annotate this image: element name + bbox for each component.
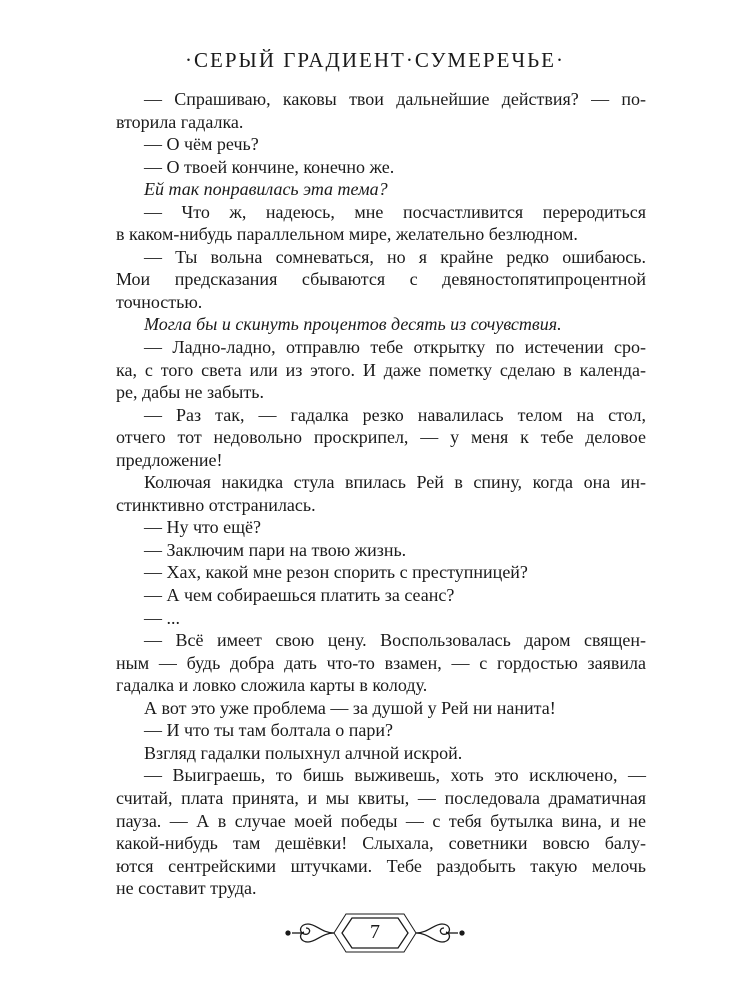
- text-line: отчего тот недовольно проскрипел, — у меня к тебе деловое: [116, 427, 646, 448]
- text-line: ным — будь добра дать что-то взамен, — с гордостью заявила: [116, 652, 646, 673]
- text-line: Мои предсказания сбываются с девяностопятипроцентной: [116, 269, 646, 290]
- text-line: — А чем собираешься платить за сеанс?: [144, 585, 455, 606]
- text-line: Колючая накидка стула впилась Рей в спину, когда она ин-: [144, 472, 646, 493]
- text-line: точностью.: [116, 291, 203, 312]
- text-line: предложение!: [116, 449, 223, 470]
- text-line: — И что ты там болтала о пари?: [144, 720, 393, 741]
- text-line: — Выиграешь, то бишь выживешь, хоть это исключено, —: [144, 765, 646, 786]
- text-line: вторила гадалка.: [116, 111, 244, 132]
- page-number: 7: [370, 921, 380, 943]
- text-line: ются сентрейскими штучками. Тебе раздобыть такую мелочь: [116, 855, 646, 876]
- text-line: гадалка и ловко сложила карты в колоду.: [116, 675, 428, 696]
- text-line: — Заключим пари на твою жизнь.: [144, 539, 407, 560]
- text-line: Ей так понравилась эта тема?: [144, 179, 388, 200]
- text-line: Могла бы и скинуть процентов десять из сочувствия.: [144, 314, 562, 335]
- text-line: — О твоей кончине, конечно же.: [144, 156, 395, 177]
- text-line: — Всё имеет свою цену. Воспользовалась даром священ-: [144, 630, 646, 651]
- text-line: в каком-нибудь параллельном мире, желательно безлюдном.: [116, 224, 578, 245]
- text-line: — Ладно-ладно, отправлю тебе открытку по истечении сро-: [144, 337, 646, 358]
- text-line: ка, с того света или из этого. И даже пометку сделаю в календа-: [116, 359, 646, 380]
- text-line: — ...: [144, 607, 180, 628]
- text-line: — Что ж, надеюсь, мне посчастливится переродиться: [144, 201, 646, 222]
- text-line: стинктивно отстранилась.: [116, 494, 316, 515]
- page-footer: [0, 908, 750, 958]
- text-line: — Раз так, — гадалка резко навалилась телом на стол,: [144, 404, 646, 425]
- text-line: — Ты вольна сомневаться, но я крайне редко ошибаюсь.: [144, 246, 646, 267]
- text-line: — Хах, какой мне резон спорить с преступницей?: [144, 562, 528, 583]
- text-line: ре, дабы не забыть.: [116, 382, 264, 403]
- text-line: какой-нибудь там дешёвки! Слыхала, советники вовсю балу-: [116, 833, 646, 854]
- text-line: Взгляд гадалки полыхнул алчной искрой.: [144, 742, 463, 763]
- body-text: [116, 88, 646, 900]
- text-line: считай, плата принята, и мы квиты, — последовала драматичная: [116, 787, 646, 808]
- text-line: А вот это уже проблема — за душой у Рей ни нанита!: [144, 697, 556, 718]
- text-line: пауза. — А в случае моей победы — с тебя бутылка вина, и не: [116, 810, 646, 831]
- text-line: — Спрашиваю, каковы твои дальнейшие действия? — по-: [144, 89, 646, 109]
- running-header: ·СЕРЫЙ ГРАДИЕНТ·СУМЕРЕЧЬЕ·: [185, 48, 565, 72]
- text-line: не составит труда.: [116, 878, 257, 899]
- text-line: — О чём речь?: [144, 134, 259, 155]
- text-line: — Ну что ещё?: [144, 517, 262, 538]
